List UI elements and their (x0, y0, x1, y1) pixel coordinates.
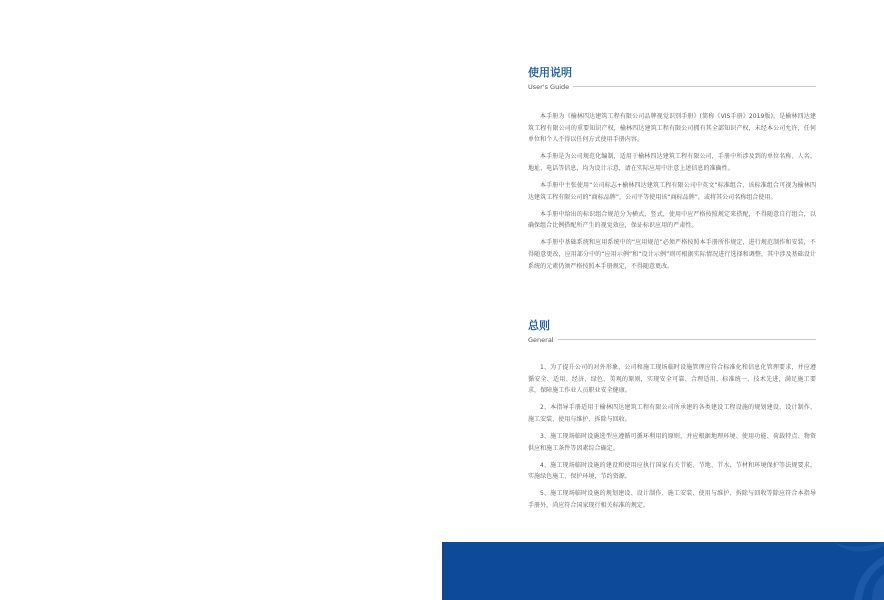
general-section (528, 319, 816, 517)
general-paragraph: 2、本指导手册适用于榆林四达建筑工程有限公司所承建的各类建设工程设施的规划建设、设计制作、施工安装、使用与维护、拆除与回收。 (528, 404, 816, 423)
general-paragraph: 5、施工现场临时设施的规划建设、设计制作、施工安装、使用与维护、拆除与回收等除应符合本指导手册外，尚应符合国家现行相关标准的规定。 (528, 490, 816, 509)
general-paragraph: 3、施工现场临时设施选型应遵循可循环利用的原则，并应根据地理环境、使用功能、荷载特点、物资供应和施工条件等因素综合确定。 (528, 432, 816, 452)
general-subtitle: General (528, 334, 558, 346)
usage-paragraph: 本手册中给出的标识组合规范分为横式、竖式，使用中应严格按照规定来搭配，不得随意自行组合，以确保组合比例搭配所产生的视觉效应，保证标识应用的严肃性。 (528, 210, 816, 230)
usage-title: 使用说明 (528, 66, 572, 79)
general-divider (558, 339, 816, 340)
usage-paragraph: 本手册中主张使用“公司标志+榆林四达建筑工程有限公司中英文”标准组合，该标准组合可视为榆林四达建筑工程有限公司的“商标品牌”，公司平等使用该“商标品牌”，或将其公司名称组合使用。 (528, 181, 816, 201)
general-body (528, 362, 816, 512)
usage-paragraph: 本手册为《榆林四达建筑工程有限公司品牌视觉识别手册》(简称《VIS手册》2019版)，是榆林四达建筑工程有限公司的重要知识产权，榆林四达建筑工程有限公司拥有其全部知识产权，未经本公司允许，任何单位和个人不得以任何方式使用手册内容。 (528, 113, 816, 144)
general-paragraph: 1、为了提升公司的对外形象，公司和施工现场临时设施管理应符合标准化和信息化管理要求，并应遵循安全、适用、经济、绿色、美观的原则，实现安全可靠、合理适用、标准统一、技术先进，满足施工要求，保障施工作业人员职业安全健康。 (528, 364, 816, 395)
usage-divider (568, 86, 816, 87)
usage-paragraph: 本手册是为公司规范化编制，适用于榆林四达建筑工程有限公司，手册中所涉及到的单位名称、人名、地址、电话等信息，均为设计示意，请在实际应用中注意上述信息的准确性。 (528, 153, 816, 172)
general-paragraph: 4、施工现场临时设施的建设和使用应执行国家有关节能、节地、节水、节材和环境保护等法规要求，实施绿色施工，保护环境，节约资源。 (528, 461, 816, 481)
usage-subtitle-row (528, 81, 816, 93)
usage-subtitle: User's Guide (528, 81, 573, 93)
usage-body (528, 111, 816, 272)
usage-paragraph: 本手册中基础系统和应用系统中的“应用规范”必须严格按照本手册所作规定，进行规范制作和安装，不得随意更改，应用部分中的“应用示例”和“设计示例”则可根据实际情况进行选择和调整，其中涉及基础设计系统的元素仍须严格按照本手册规定，不得随意更改。 (528, 239, 816, 270)
footer-banner (442, 542, 884, 600)
general-title: 总则 (528, 319, 550, 332)
general-subtitle-row (528, 334, 816, 346)
usage-section (528, 66, 816, 278)
decorative-swoosh-icon (814, 542, 884, 600)
